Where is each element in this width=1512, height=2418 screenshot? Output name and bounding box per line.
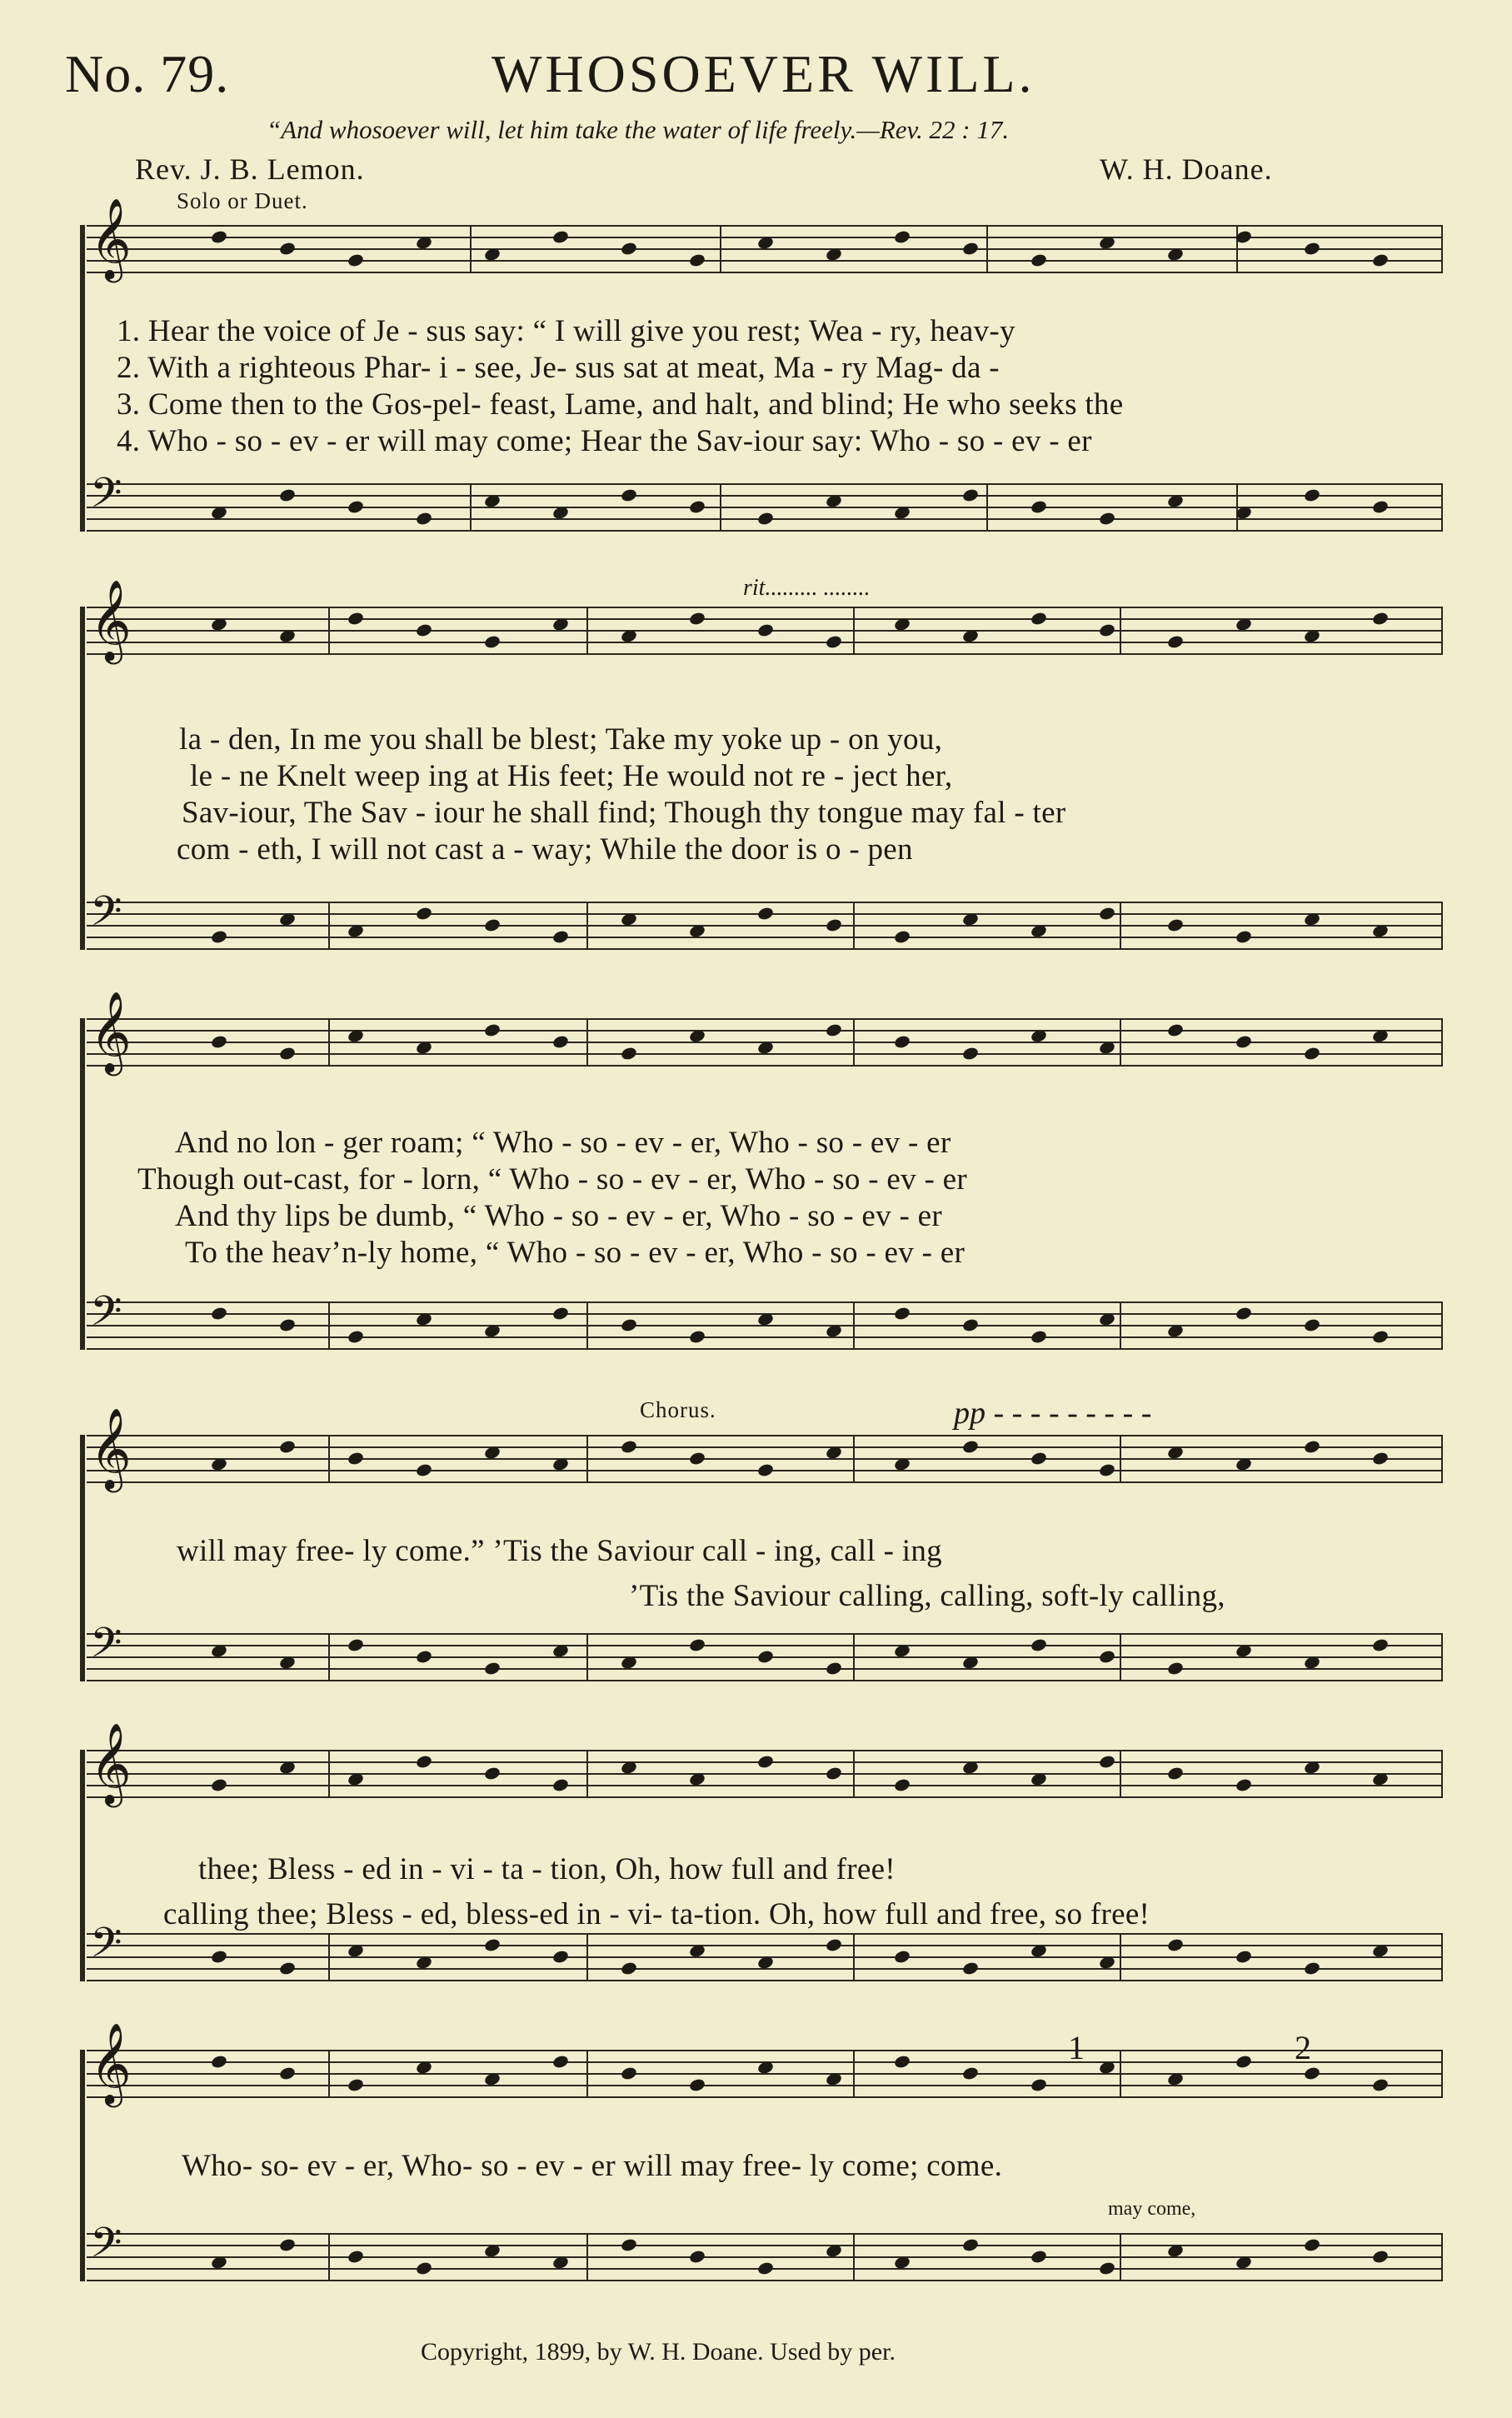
staff: [87, 1722, 1443, 1804]
lyric-line: And no lon - ger roam; “ Who - so - ev - er, Who - so - ev - er: [175, 1126, 951, 1160]
notehead: [1098, 511, 1115, 526]
notehead: [1371, 611, 1389, 626]
staff-line: [87, 1348, 1443, 1350]
notehead: [210, 2054, 227, 2069]
notehead: [620, 1317, 637, 1332]
notehead: [1030, 252, 1047, 267]
composer-credit: W. H. Doane.: [1100, 152, 1273, 186]
notehead: [1166, 1766, 1184, 1781]
bar-line: [1441, 1750, 1443, 1798]
notehead: [415, 1754, 432, 1769]
lyric-line: And thy lips be dumb, “ Who - so - ev - er, Who - so - ev - er: [175, 1199, 943, 1233]
bar-line: [853, 1435, 855, 1483]
staff-line: [87, 225, 1443, 227]
treble-clef-icon: 𝄞: [90, 1722, 132, 1804]
staff-line: [87, 1065, 1443, 1067]
notehead: [1235, 2054, 1252, 2069]
staff-line: [87, 925, 1443, 927]
lyric-line: 4. Who - so - ev - er will may come; Hear the Sav-iour say: Who - so - ev - er: [117, 424, 1092, 458]
notehead: [1030, 1329, 1047, 1344]
notehead: [1303, 2066, 1320, 2081]
notehead: [961, 1961, 979, 1976]
notehead: [756, 1462, 774, 1477]
notehead: [825, 1937, 842, 1952]
bar-line: [720, 483, 721, 532]
system-brace: [80, 1750, 85, 1981]
notehead: [1098, 1462, 1115, 1477]
staff-line: [87, 1336, 1443, 1338]
notehead: [688, 1637, 706, 1652]
notehead: [688, 252, 706, 267]
notehead: [1303, 1439, 1320, 1454]
bar-line: [586, 2233, 588, 2281]
bar-line: [328, 1435, 330, 1483]
second-ending-number: 2: [1295, 2029, 1311, 2066]
lyric-line: Though out-cast, for - lorn, “ Who - so - ev - er, Who - so - ev - er: [137, 1162, 967, 1197]
staff: [87, 2219, 1443, 2280]
notehead: [688, 611, 706, 626]
bar-line: [586, 902, 588, 950]
notehead: [1166, 917, 1184, 932]
notehead: [961, 1046, 979, 1061]
notehead: [483, 1022, 501, 1037]
staff-line: [87, 1773, 1443, 1775]
bar-line: [853, 2233, 855, 2281]
staff: [87, 991, 1443, 1072]
staff-line: [87, 2050, 1443, 2051]
hymn-title: WHOSOEVER WILL.: [492, 44, 1035, 103]
bar-line: [1441, 1633, 1443, 1681]
bar-line: [720, 225, 721, 273]
staff-line: [87, 530, 1443, 532]
notehead: [1098, 622, 1115, 637]
may-come-marking: may come,: [1108, 2198, 1196, 2220]
notehead: [620, 241, 637, 256]
notehead: [1235, 1306, 1252, 1321]
lyric-line: 1. Hear the voice of Je - sus say: “ I will give you rest; Wea - ry, heav-y: [117, 314, 1015, 348]
notehead: [1166, 1937, 1184, 1952]
bar-line: [1441, 2233, 1443, 2281]
staff-line: [87, 607, 1443, 608]
bar-line: [1441, 225, 1443, 273]
bar-line: [853, 902, 855, 950]
notehead: [1030, 499, 1047, 514]
bar-line: [1441, 607, 1443, 655]
bass-clef-icon: 𝄢: [90, 1619, 122, 1677]
notehead: [1030, 611, 1047, 626]
staff-line: [87, 260, 1443, 262]
notehead: [483, 1937, 501, 1952]
staff-line: [87, 902, 1443, 903]
bar-line: [853, 1750, 855, 1798]
notehead: [415, 1649, 432, 1664]
bass-clef-icon: 𝄢: [90, 1919, 122, 1977]
treble-clef-icon: 𝄞: [90, 2022, 132, 2104]
notehead: [347, 1451, 364, 1466]
notehead: [893, 1306, 911, 1321]
staff-line: [87, 483, 1443, 485]
staff-line: [87, 653, 1443, 655]
hymn-number: No. 79.: [65, 44, 230, 103]
staff-line: [87, 1680, 1443, 1681]
bar-line: [1120, 607, 1121, 655]
notehead: [483, 1661, 501, 1676]
lyric-line: calling thee; Bless - ed, bless-ed in - vi- ta-tion. Oh, how full and free, so free!: [163, 1897, 1150, 1931]
staff: [87, 2022, 1443, 2104]
notehead: [1235, 1777, 1252, 1792]
bar-line: [986, 225, 988, 273]
notehead: [278, 1961, 296, 1976]
bar-line: [853, 1633, 855, 1681]
bar-line: [1120, 1301, 1121, 1350]
copyright-notice: Copyright, 1899, by W. H. Doane. Used by per.: [421, 2338, 896, 2366]
notehead: [415, 1462, 432, 1477]
notehead: [1371, 499, 1389, 514]
notehead: [415, 511, 432, 526]
bar-line: [853, 607, 855, 655]
notehead: [347, 1329, 364, 1344]
notehead: [756, 2261, 774, 2276]
bar-line: [586, 607, 588, 655]
bar-line: [853, 1301, 855, 1350]
staff-line: [87, 1945, 1443, 1946]
notehead: [551, 1949, 569, 1964]
notehead: [278, 241, 296, 256]
bar-line: [1441, 1933, 1443, 1981]
staff: [87, 469, 1443, 530]
bar-line: [328, 1301, 330, 1350]
notehead: [825, 634, 842, 649]
notehead: [756, 511, 774, 526]
bar-line: [1120, 2233, 1121, 2281]
notehead: [1030, 1451, 1047, 1466]
bar-line: [328, 607, 330, 655]
notehead: [756, 1649, 774, 1664]
notehead: [1235, 1949, 1252, 1964]
bar-line: [586, 1750, 588, 1798]
bar-line: [986, 483, 988, 532]
staff-line: [87, 948, 1443, 950]
notehead: [551, 1777, 569, 1792]
chorus-marking: Chorus.: [640, 1397, 716, 1422]
notehead: [688, 1329, 706, 1344]
staff-line: [87, 2085, 1443, 2086]
bar-line: [586, 2050, 588, 2098]
staff-line: [87, 2233, 1443, 2235]
notehead: [278, 2237, 296, 2252]
notehead: [483, 634, 501, 649]
notehead: [551, 2054, 569, 2069]
bar-line: [1441, 1435, 1443, 1483]
notehead: [1303, 2237, 1320, 2252]
notehead: [551, 929, 569, 944]
notehead: [415, 622, 432, 637]
notehead: [551, 1034, 569, 1049]
staff-line: [87, 1481, 1443, 1483]
bar-line: [586, 1301, 588, 1350]
notehead: [893, 229, 911, 244]
system-brace: [80, 2050, 85, 2281]
notehead: [347, 252, 364, 267]
bar-line: [470, 225, 472, 273]
bar-line: [328, 1633, 330, 1681]
notehead: [210, 1949, 227, 1964]
notehead: [688, 2249, 706, 2264]
notehead: [756, 622, 774, 637]
bar-line: [1120, 1633, 1121, 1681]
lyric-line: com - eth, I will not cast a - way; While the door is o - pen: [177, 832, 913, 867]
scripture-reference: “And whosoever will, let him take the water of life freely.—Rev. 22 : 17.: [267, 115, 1010, 144]
notehead: [278, 1317, 296, 1332]
lyric-line: ’Tis the Saviour calling, calling, soft-ly calling,: [629, 1579, 1225, 1613]
bar-line: [586, 1018, 588, 1067]
lyric-line: le - ne Knelt weep ing at His feet; He would not re - ject her,: [190, 759, 953, 793]
treble-clef-icon: 𝄞: [90, 991, 132, 1072]
notehead: [961, 2237, 979, 2252]
notehead: [620, 2066, 637, 2081]
bar-line: [853, 1933, 855, 1981]
notehead: [825, 1661, 842, 1676]
notehead: [1030, 1637, 1047, 1652]
notehead: [961, 2066, 979, 2081]
notehead: [210, 1777, 227, 1792]
notehead: [1303, 1317, 1320, 1332]
notehead: [1371, 1451, 1389, 1466]
notehead: [1371, 252, 1389, 267]
notehead: [1371, 1637, 1389, 1652]
lyric-line: To the heav’n-ly home, “ Who - so - ev - er, Who - so - ev - er: [185, 1236, 966, 1270]
bar-line: [853, 2050, 855, 2098]
bar-line: [1120, 2050, 1121, 2098]
notehead: [483, 917, 501, 932]
notehead: [961, 487, 979, 502]
notehead: [278, 487, 296, 502]
bass-clef-icon: 𝄢: [90, 887, 122, 946]
bar-line: [328, 2233, 330, 2281]
notehead: [961, 1317, 979, 1332]
bar-line: [1441, 483, 1443, 532]
staff: [87, 887, 1443, 948]
notehead: [1166, 1661, 1184, 1676]
bar-line: [1120, 1933, 1121, 1981]
notehead: [825, 1766, 842, 1781]
notehead: [688, 1451, 706, 1466]
notehead: [1030, 2077, 1047, 2092]
system-brace: [80, 1435, 85, 1681]
treble-clef-icon: 𝄞: [90, 197, 132, 279]
notehead: [278, 2066, 296, 2081]
notehead: [1303, 241, 1320, 256]
notehead: [278, 1046, 296, 1061]
ritardando-marking: rit......... ........: [743, 575, 871, 601]
notehead: [825, 917, 842, 932]
notehead: [1303, 487, 1320, 502]
bar-line: [1441, 1301, 1443, 1350]
notehead: [620, 1439, 637, 1454]
bar-line: [1120, 1435, 1121, 1483]
staff-line: [87, 1018, 1443, 1020]
notehead: [620, 2237, 637, 2252]
bar-line: [328, 1933, 330, 1981]
bar-line: [853, 1018, 855, 1067]
bar-line: [1441, 902, 1443, 950]
staff-line: [87, 2280, 1443, 2281]
lyric-line: Who- so- ev - er, Who- so - ev - er will may free- ly come; come.: [182, 2149, 1003, 2183]
notehead: [210, 229, 227, 244]
staff: [87, 1619, 1443, 1680]
staff-line: [87, 272, 1443, 273]
notehead: [1098, 2261, 1115, 2276]
staff-line: [87, 642, 1443, 643]
notehead: [620, 1046, 637, 1061]
staff: [87, 1919, 1443, 1980]
notehead: [1303, 1961, 1320, 1976]
notehead: [347, 611, 364, 626]
notehead: [756, 1754, 774, 1769]
staff-line: [87, 1668, 1443, 1670]
bar-line: [328, 2050, 330, 2098]
notehead: [347, 1637, 364, 1652]
bar-line: [328, 1018, 330, 1067]
bar-line: [1120, 902, 1121, 950]
bar-line: [1236, 225, 1238, 273]
bass-clef-icon: 𝄢: [90, 469, 122, 527]
notehead: [210, 1034, 227, 1049]
notehead: [756, 906, 774, 921]
staff-line: [87, 1980, 1443, 1981]
system-brace: [80, 1018, 85, 1350]
lyric-line: 2. With a righteous Phar- i - see, Je- sus sat at meat, Ma - ry Mag- da -: [117, 351, 1000, 385]
staff-line: [87, 1030, 1443, 1032]
notehead: [1371, 2077, 1389, 2092]
staff-line: [87, 1435, 1443, 1436]
notehead: [347, 2077, 364, 2092]
notehead: [825, 1022, 842, 1037]
notehead: [551, 1306, 569, 1321]
lyricist-credit: Rev. J. B. Lemon.: [135, 152, 365, 186]
notehead: [415, 906, 432, 921]
notehead: [688, 2077, 706, 2092]
notehead: [210, 1306, 227, 1321]
notehead: [551, 229, 569, 244]
notehead: [1303, 1046, 1320, 1061]
notehead: [1098, 1754, 1115, 1769]
bar-line: [470, 483, 472, 532]
notehead: [961, 241, 979, 256]
staff: [87, 1287, 1443, 1348]
notehead: [1235, 1034, 1252, 1049]
notehead: [1235, 929, 1252, 944]
lyric-line: will may free- ly come.” ’Tis the Saviour call - ing, call - ing: [177, 1534, 942, 1568]
notehead: [415, 2261, 432, 2276]
notehead: [893, 1777, 911, 1792]
bar-line: [586, 1633, 588, 1681]
notehead: [347, 2249, 364, 2264]
bar-line: [1441, 1018, 1443, 1067]
bar-line: [586, 1435, 588, 1483]
notehead: [893, 1949, 911, 1964]
bar-line: [1441, 2050, 1443, 2098]
staff-line: [87, 2096, 1443, 2098]
staff-line: [87, 1633, 1443, 1635]
lyric-line: Sav-iour, The Sav - iour he shall find; Though thy tongue may fal - ter: [182, 796, 1066, 830]
bar-line: [1120, 1750, 1121, 1798]
staff-line: [87, 1301, 1443, 1303]
notehead: [1098, 906, 1115, 921]
notehead: [278, 1439, 296, 1454]
bar-line: [1120, 1018, 1121, 1067]
treble-clef-icon: 𝄞: [90, 1407, 132, 1489]
lyric-line: la - den, In me you shall be blest; Take my yoke up - on you,: [179, 722, 943, 757]
first-ending-number: 1: [1068, 2029, 1085, 2066]
notehead: [210, 929, 227, 944]
notehead: [893, 1034, 911, 1049]
bass-clef-icon: 𝄢: [90, 1287, 122, 1346]
staff-line: [87, 1933, 1443, 1935]
bar-line: [586, 1933, 588, 1981]
system-brace: [80, 607, 85, 950]
lyric-line: 3. Come then to the Gos-pel- feast, Lame, and halt, and blind; He who seeks the: [117, 387, 1124, 422]
notehead: [620, 487, 637, 502]
notehead: [893, 929, 911, 944]
pianissimo-marking: pp - - - - - - - - -: [954, 1396, 1152, 1431]
notehead: [1166, 634, 1184, 649]
bar-line: [328, 1750, 330, 1798]
system-brace: [80, 225, 85, 532]
bar-line: [1236, 483, 1238, 532]
notehead: [483, 1766, 501, 1781]
notehead: [688, 499, 706, 514]
notehead: [347, 499, 364, 514]
treble-clef-icon: 𝄞: [90, 579, 132, 661]
notehead: [1098, 1649, 1115, 1664]
notehead: [1030, 2249, 1047, 2264]
staff-line: [87, 1796, 1443, 1798]
notehead: [1166, 1022, 1184, 1037]
notehead: [893, 2054, 911, 2069]
notehead: [1371, 1329, 1389, 1344]
notehead: [1371, 2249, 1389, 2264]
voicing-marking: Solo or Duet.: [177, 188, 308, 213]
bar-line: [328, 902, 330, 950]
notehead: [961, 1439, 979, 1454]
staff-line: [87, 1750, 1443, 1751]
notehead: [620, 1961, 637, 1976]
bass-clef-icon: 𝄢: [90, 2219, 122, 2277]
lyric-line: thee; Bless - ed in - vi - ta - tion, Oh, how full and free!: [198, 1852, 896, 1886]
